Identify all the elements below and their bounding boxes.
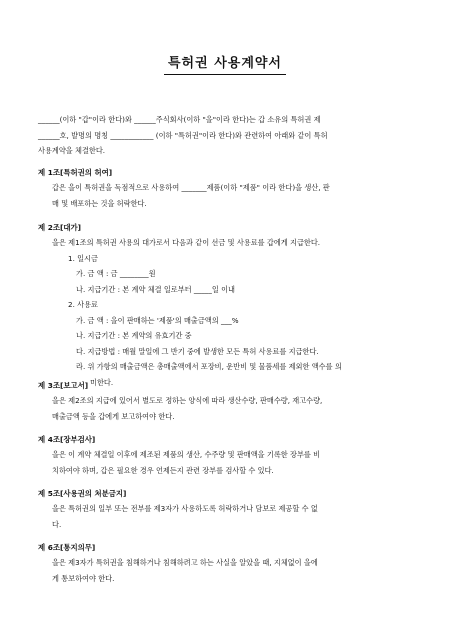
article-line: 나. 지급기간 : 본 계약의 유효기간 중 [76, 331, 192, 340]
article-line: 다. 지급방법 : 매월 말일에 그 반기 중에 발생한 모든 특허 사용료를 지급한다. [76, 346, 319, 356]
article-2 [38, 221, 418, 390]
article-line: 게 통보하여야 한다. [52, 573, 115, 583]
article-line: 갑은 을이 특허권을 독점적으로 사용하여 _______제품(이하 "제품" 이라 한다)을 생산, 판 [52, 183, 330, 192]
article-line: 가. 금 액 : 금 ________원 [76, 269, 156, 278]
document-title-text: 특허권 사용계약서 [164, 56, 286, 75]
article-1 [38, 166, 418, 211]
article-line: 1. 일시금 [68, 253, 98, 263]
article-line: 나. 지급기간 : 본 계약 체결 일로부터 _____일 이내 [76, 284, 235, 294]
article-heading: 제 1조[특허권의 허여] [38, 168, 113, 177]
article-3 [38, 379, 418, 424]
article-heading: 제 4조[장부검사] [38, 435, 96, 444]
article-5 [38, 487, 418, 532]
article-line: 매출금액 등을 갑에게 보고하여야 한다. [52, 411, 175, 421]
article-line: 라. 위 가항의 매출금액은 총매출액에서 포장비, 운반비 및 물품세를 제외한 액수를 의 [76, 362, 342, 371]
article-line: 2. 사용료 [68, 300, 98, 309]
intro-paragraph [38, 112, 418, 159]
article-line: 을은 이 계약 체결일 이후에 제조된 제품의 생산, 수주량 및 판매액을 기록한 장부를 비 [52, 450, 321, 459]
intro-line: ______호, 발명의 명칭 ____________ (이하 "특허권"이라 한다)와 관련하여 아래와 같이 특허 [38, 130, 328, 140]
article-line: 을은 특허권의 일부 또는 전부를 제3자가 사용하도록 허락하거나 담보로 제공할 수 없 [52, 504, 318, 513]
document-title [0, 52, 450, 71]
article-heading: 제 6조[통지의무] [38, 543, 96, 552]
article-line: 가. 금 액 : 을이 판매하는 '제품'의 매출금액의 ___% [76, 315, 239, 325]
article-line: 매 및 배포하는 것을 허락한다. [52, 198, 147, 208]
intro-line: 사용계약을 체결한다. [38, 146, 106, 155]
article-line: 다. [52, 519, 62, 529]
article-heading: 제 5조[사용권의 처분금지] [38, 489, 127, 498]
intro-line: ______(이하 "갑"이라 한다)와 ______주식회사(이하 "을"이라 한다)는 갑 소유의 특허권 제 [38, 115, 321, 124]
article-line: 미한다. [90, 377, 114, 387]
article-line: 을은 제3자가 특허권을 침해하거나 침해하려고 하는 사실을 알았을 때, 지체없이 을에 [52, 558, 318, 567]
article-heading: 제 2조[대가] [38, 223, 82, 232]
article-4 [38, 433, 418, 478]
article-line: 을은 제2조의 지급에 있어서 별도로 정하는 양식에 따라 생산수량, 판매수량, 재고수량, [52, 396, 323, 405]
article-6 [38, 541, 418, 586]
article-heading: 제 3조[보고서] [38, 381, 89, 390]
article-line: 치하여야 하며, 갑은 필요한 경우 언제든지 관련 장부를 검사할 수 있다. [52, 465, 274, 475]
article-line: 을은 제1조의 특허권 사용의 대가로서 다음과 같이 선금 및 사용료를 갑에게 지급한다. [52, 238, 321, 247]
